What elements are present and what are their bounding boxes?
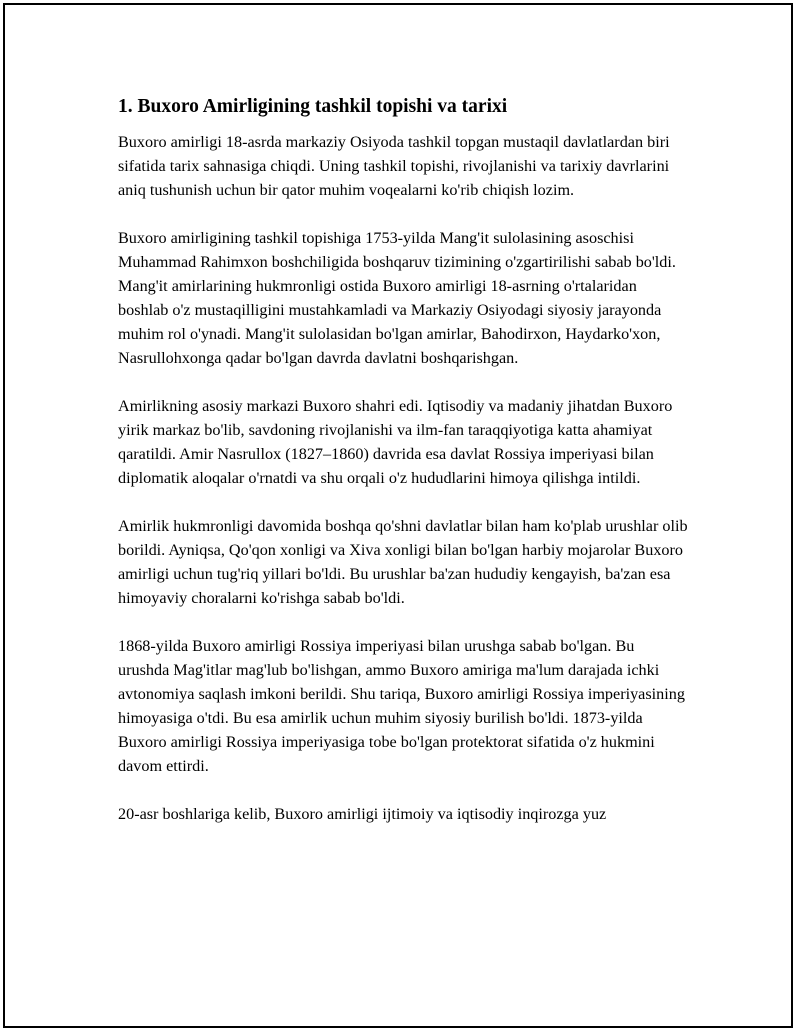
paragraph-4: Amirlik hukmronligi davomida boshqa qo'shni davlatlar bilan ham ko'plab urushlar olib borildi. Ayniqsa, Qo'qon xonligi va Xiva xonligi bilan bo'lgan harbiy mojarolar Buxoro amirligi uchun tug'riq yillari bo'ldi. Bu urushlar ba'zan hududiy kengayish, ba'zan esa himoyaviy choralarni ko'rishga sabab bo'ldi. — [118, 517, 688, 607]
paragraph-6: 20-asr boshlariga kelib, Buxoro amirligi ijtimoiy va iqtisodiy inqirozga yuz — [118, 805, 607, 823]
document-body — [118, 95, 688, 826]
paragraph-1: Buxoro amirligi 18-asrda markaziy Osiyoda tashkil topgan mustaqil davlatlardan biri sifatida tarix sahnasiga chiqdi. Uning tashkil topishi, rivojlanishi va tarixiy davrlarini aniq tushunish uchun bir qator muhim voqealarni ko'rib chiqish lozim. — [118, 133, 670, 199]
paragraph-3: Amirlikning asosiy markazi Buxoro shahri edi. Iqtisodiy va madaniy jihatdan Buxoro yirik markaz bo'lib, savdoning rivojlanishi va ilm-fan taraqqiyotiga katta ahamiyat qaratildi. Amir Nasrullox (1827–1860) davrida esa davlat Rossiya imperiyasi bilan diplomatik aloqalar o'rnatdi va shu orqali o'z hududlarini himoya qilishga intildi. — [118, 397, 673, 487]
paragraph-2: Buxoro amirligining tashkil topishiga 1753-yilda Mang'it sulolasining asoschisi Muhammad Rahimxon boshchiligida boshqaruv tizimining o'zgartirilishi sabab bo'ldi. Mang'it amirlarining hukmronligi ostida Buxoro amirligi 18-asrning o'rtalaridan boshlab o'z mustaqilligini mustahkamladi va Markaziy Osiyodagi siyosiy jarayonda muhim rol o'ynadi. Mang'it sulolasidan bo'lgan amirlar, Bahodirxon, Haydarko'xon, Nasrullohxonga qadar bo'lgan davrda davlatni boshqarishgan. — [118, 229, 676, 367]
paragraph-5: 1868-yilda Buxoro amirligi Rossiya imperiyasi bilan urushga sabab bo'lgan. Bu urushda Mag'itlar mag'lub bo'lishgan, ammo Buxoro amiriga ma'lum darajada ichki avtonomiya saqlash imkoni berildi. Shu tariqa, Buxoro amirligi Rossiya imperiyasining himoyasiga o'tdi. Bu esa amirlik uchun muhim siyosiy burilish bo'ldi. 1873-yilda Buxoro amirligi Rossiya imperiyasiga tobe bo'lgan protektorat sifatida o'z hukmini davom ettirdi. — [118, 637, 685, 775]
document-title: 1. Buxoro Amirligining tashkil topishi va tarixi — [118, 96, 508, 117]
